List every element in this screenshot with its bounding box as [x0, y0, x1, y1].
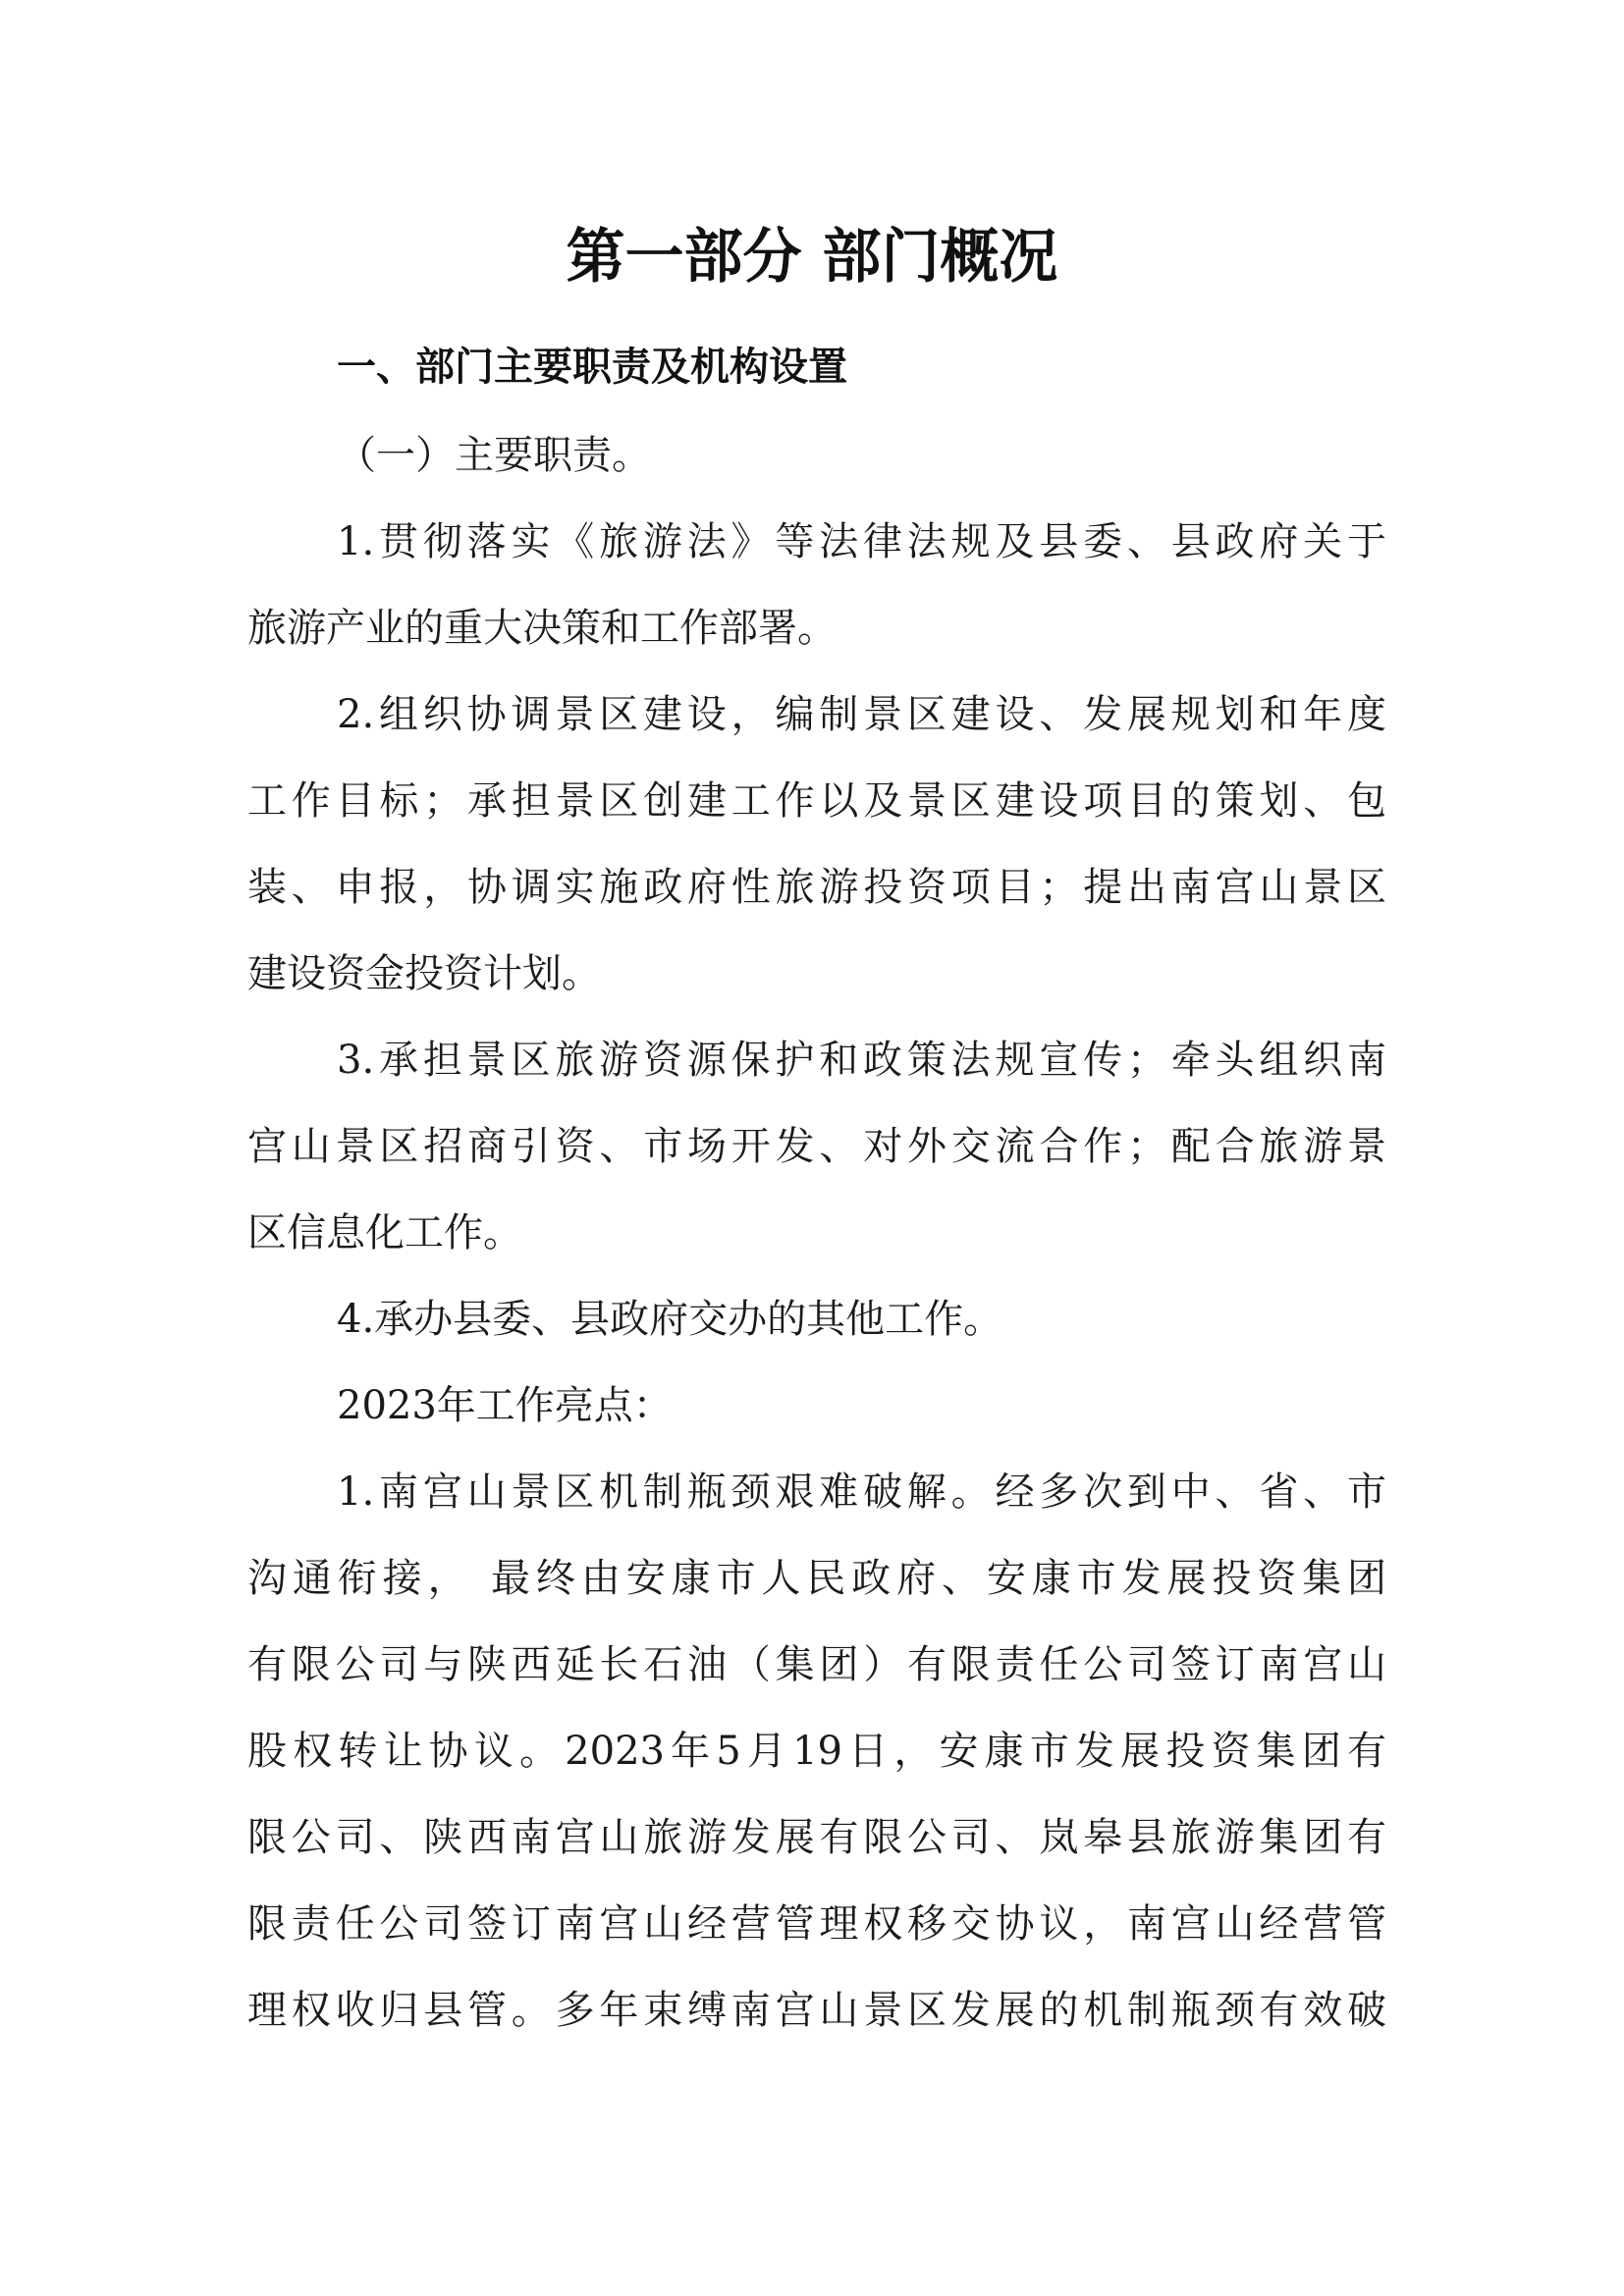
subsection-heading: （一）主要职责。	[337, 433, 651, 478]
paragraph-line: 1.贯彻落实《旅游法》等法律法规及县委、县政府关于	[337, 519, 1386, 564]
paragraph-line: 限责任公司签订南宫山经营管理权移交协议，南宫山经营管	[247, 1901, 1386, 1947]
paragraph-line: 有限公司与陕西延长石油（集团）有限责任公司签订南宫山	[247, 1642, 1386, 1687]
paragraph-line: 股权转让协议。2023年5月19日，安康市发展投资集团有	[247, 1729, 1386, 1774]
paragraph-line: 限公司、陕西南宫山旅游发展有限公司、岚皋县旅游集团有	[247, 1815, 1386, 1860]
page-title: 第一部分 部门概况	[566, 223, 1058, 292]
highlights-heading: 2023年工作亮点：	[337, 1383, 673, 1428]
section-heading: 一、部门主要职责及机构设置	[337, 345, 847, 390]
paragraph-line: 区信息化工作。	[247, 1210, 522, 1255]
paragraph-line: 理权收归县管。多年束缚南宫山景区发展的机制瓶颈有效破	[247, 1988, 1386, 2033]
paragraph-line: 旅游产业的重大决策和工作部署。	[247, 606, 837, 651]
paragraph-line: 3.承担景区旅游资源保护和政策法规宣传；牵头组织南	[337, 1038, 1386, 1083]
paragraph-line: 1.南宫山景区机制瓶颈艰难破解。经多次到中、省、市	[337, 1469, 1386, 1515]
paragraph-line: 宫山景区招商引资、市场开发、对外交流合作；配合旅游景	[247, 1124, 1386, 1169]
paragraph-line: 2.组织协调景区建设，编制景区建设、发展规划和年度	[337, 692, 1386, 737]
paragraph-line: 工作目标；承担景区创建工作以及景区建设项目的策划、包	[247, 778, 1386, 824]
paragraph-line: 4.承办县委、县政府交办的其他工作。	[337, 1297, 1003, 1342]
paragraph-line: 装、申报，协调实施政府性旅游投资项目；提出南宫山景区	[247, 865, 1386, 910]
paragraph-line: 建设资金投资计划。	[247, 951, 601, 996]
paragraph-line: 沟通衔接， 最终由安康市人民政府、安康市发展投资集团	[247, 1556, 1386, 1601]
